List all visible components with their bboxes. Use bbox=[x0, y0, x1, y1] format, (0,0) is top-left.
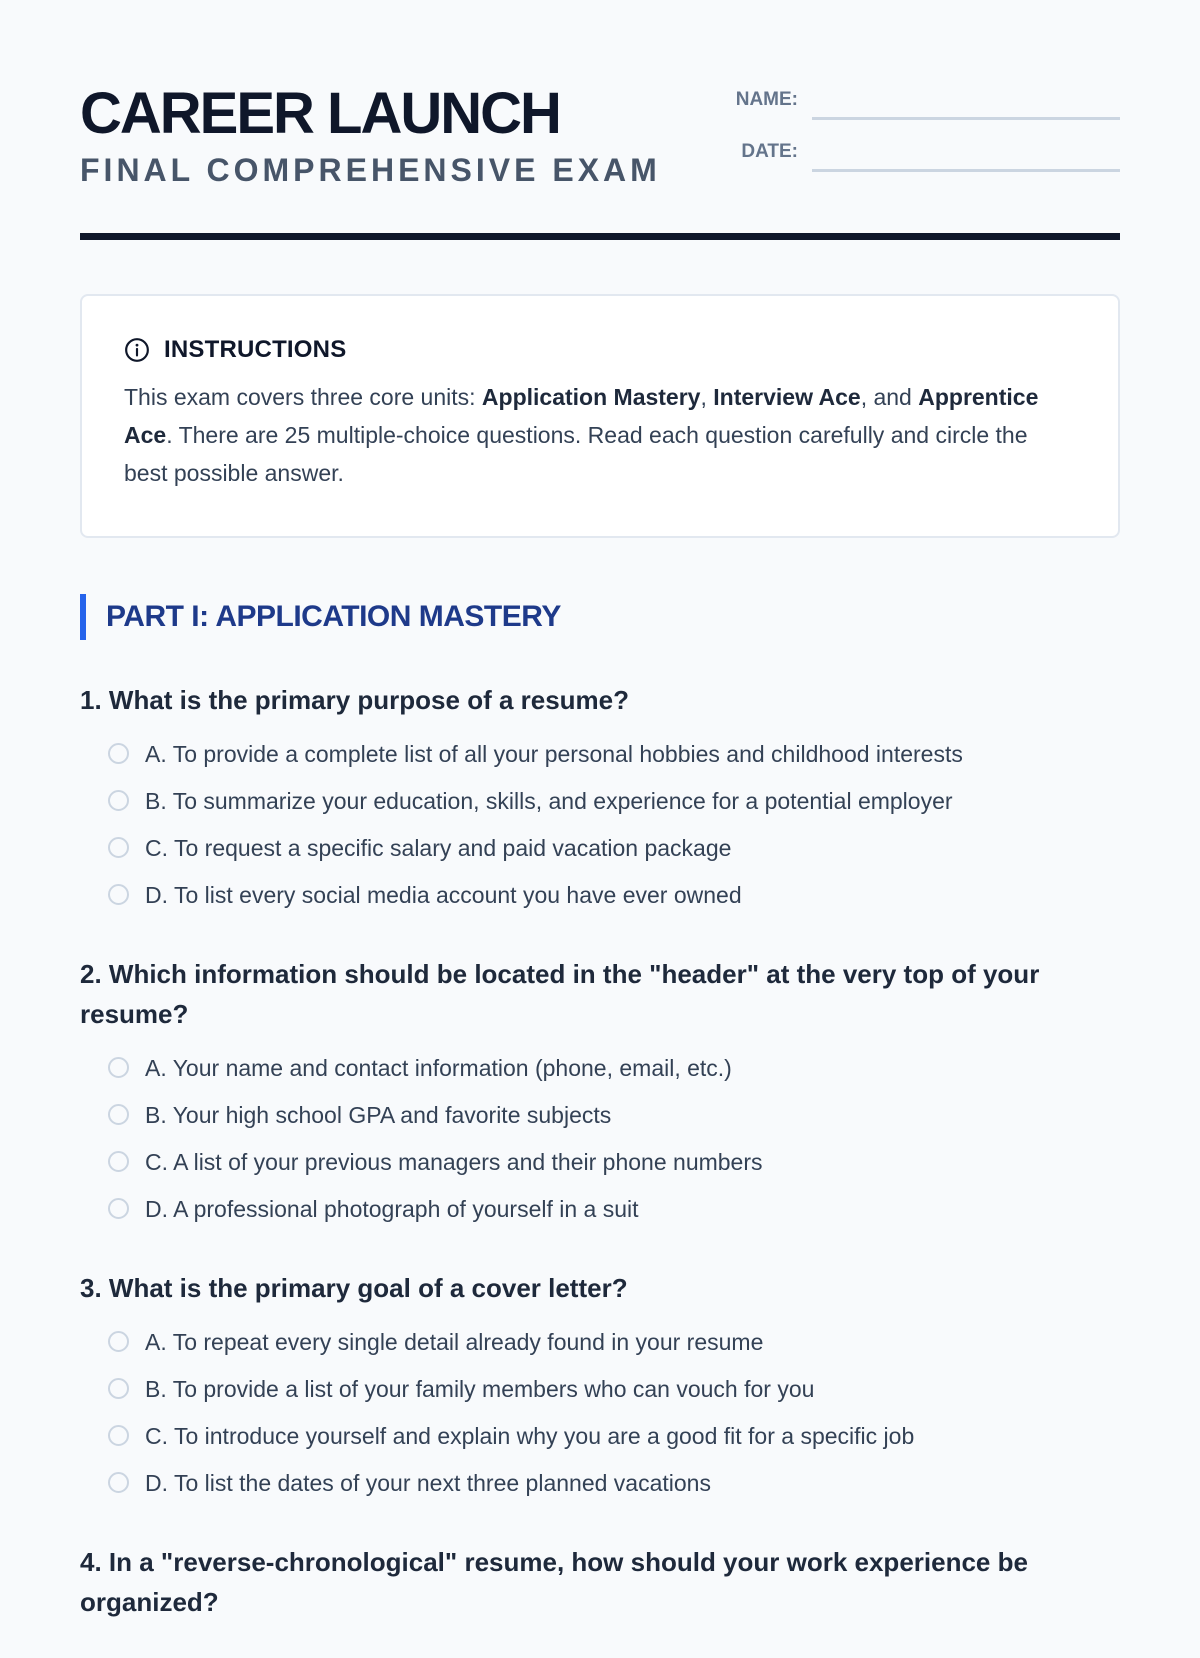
radio-circle-icon[interactable] bbox=[108, 1104, 129, 1125]
date-field[interactable] bbox=[812, 139, 1120, 172]
question-4-text: 4. In a "reverse-chronological" resume, how should your work experience be organized? bbox=[80, 1547, 1028, 1617]
name-label: NAME: bbox=[735, 89, 798, 110]
radio-circle-icon[interactable] bbox=[108, 743, 129, 764]
question-1-option-b[interactable] bbox=[80, 777, 1120, 824]
option-text: D. To list every social media account you have ever owned bbox=[145, 881, 742, 908]
option-text: A. To provide a complete list of all your personal hobbies and childhood interests bbox=[145, 740, 963, 767]
instructions-header bbox=[124, 334, 1076, 366]
radio-circle-icon[interactable] bbox=[108, 1151, 129, 1172]
option-text: A. Your name and contact information (phone, email, etc.) bbox=[145, 1054, 732, 1081]
question-list bbox=[80, 680, 1120, 1658]
radio-circle-icon[interactable] bbox=[108, 837, 129, 858]
option-text: A. To repeat every single detail already found in your resume bbox=[145, 1328, 764, 1355]
question-4 bbox=[80, 1542, 1120, 1622]
date-field-row bbox=[720, 138, 1120, 172]
option-text: B. To summarize your education, skills, and experience for a potential employer bbox=[145, 787, 953, 814]
radio-circle-icon[interactable] bbox=[108, 1198, 129, 1219]
question-2-option-a[interactable] bbox=[80, 1044, 1120, 1091]
question-2-option-d[interactable] bbox=[80, 1185, 1120, 1232]
question-2-option-c[interactable] bbox=[80, 1138, 1120, 1185]
question-3-option-c[interactable] bbox=[80, 1412, 1120, 1459]
header-divider bbox=[80, 233, 1120, 240]
unit-application-mastery: Application Mastery bbox=[481, 384, 701, 410]
option-text: C. A list of your previous managers and their phone numbers bbox=[145, 1148, 763, 1175]
unit-apprentice-ace: Apprentice Ace bbox=[124, 384, 1039, 448]
date-label: DATE: bbox=[741, 141, 798, 162]
name-field[interactable] bbox=[812, 87, 1120, 120]
radio-circle-icon[interactable] bbox=[108, 884, 129, 905]
info-circle-icon bbox=[124, 337, 150, 363]
option-text: B. To provide a list of your family members who can vouch for you bbox=[145, 1375, 815, 1402]
radio-circle-icon[interactable] bbox=[108, 1425, 129, 1446]
option-text: D. To list the dates of your next three planned vacations bbox=[145, 1469, 711, 1496]
radio-circle-icon[interactable] bbox=[108, 1331, 129, 1352]
part-1-title: PART I: APPLICATION MASTERY bbox=[106, 600, 561, 633]
question-1-text: 1. What is the primary purpose of a resume? bbox=[80, 685, 630, 715]
question-2 bbox=[80, 954, 1120, 1232]
option-text: C. To introduce yourself and explain why you are a good fit for a specific job bbox=[145, 1422, 915, 1449]
exam-header bbox=[80, 0, 1120, 240]
instructions-text-intro: This exam covers three core units: bbox=[124, 384, 482, 410]
question-2-option-b[interactable] bbox=[80, 1091, 1120, 1138]
instructions-separator-2: , and bbox=[860, 384, 919, 410]
option-text: B. Your high school GPA and favorite subjects bbox=[145, 1101, 612, 1128]
exam-subtitle: FINAL COMPREHENSIVE EXAM bbox=[80, 152, 661, 188]
option-text: C. To request a specific salary and paid vacation package bbox=[145, 834, 732, 861]
instructions-text-details: . There are 25 multiple-choice questions. Read each question carefully and circle the best possible answer. bbox=[124, 422, 1028, 486]
radio-circle-icon[interactable] bbox=[108, 1057, 129, 1078]
radio-circle-icon[interactable] bbox=[108, 1378, 129, 1399]
part-accent-bar bbox=[80, 594, 86, 640]
instructions-title: INSTRUCTIONS bbox=[164, 336, 347, 363]
instructions-separator-1: , bbox=[700, 384, 714, 410]
option-text: D. A professional photograph of yourself in a suit bbox=[145, 1195, 639, 1222]
radio-circle-icon[interactable] bbox=[108, 790, 129, 811]
question-3-option-a[interactable] bbox=[80, 1318, 1120, 1365]
question-3 bbox=[80, 1268, 1120, 1506]
question-3-text: 3. What is the primary goal of a cover letter? bbox=[80, 1273, 628, 1303]
radio-circle-icon[interactable] bbox=[108, 1472, 129, 1493]
question-1 bbox=[80, 680, 1120, 918]
question-1-option-c[interactable] bbox=[80, 824, 1120, 871]
unit-interview-ace: Interview Ace bbox=[713, 384, 861, 410]
student-fields bbox=[720, 86, 1120, 190]
question-2-text: 2. Which information should be located in the "header" at the very top of your resume? bbox=[80, 959, 1040, 1029]
question-1-option-a[interactable] bbox=[80, 730, 1120, 777]
question-3-option-d[interactable] bbox=[80, 1459, 1120, 1506]
instructions-box bbox=[80, 294, 1120, 538]
exam-title: CAREER LAUNCH bbox=[80, 81, 560, 146]
question-3-option-b[interactable] bbox=[80, 1365, 1120, 1412]
question-1-option-d[interactable] bbox=[80, 871, 1120, 918]
part-1-header bbox=[80, 594, 561, 640]
instructions-text bbox=[124, 378, 1076, 492]
name-field-row bbox=[720, 86, 1120, 120]
